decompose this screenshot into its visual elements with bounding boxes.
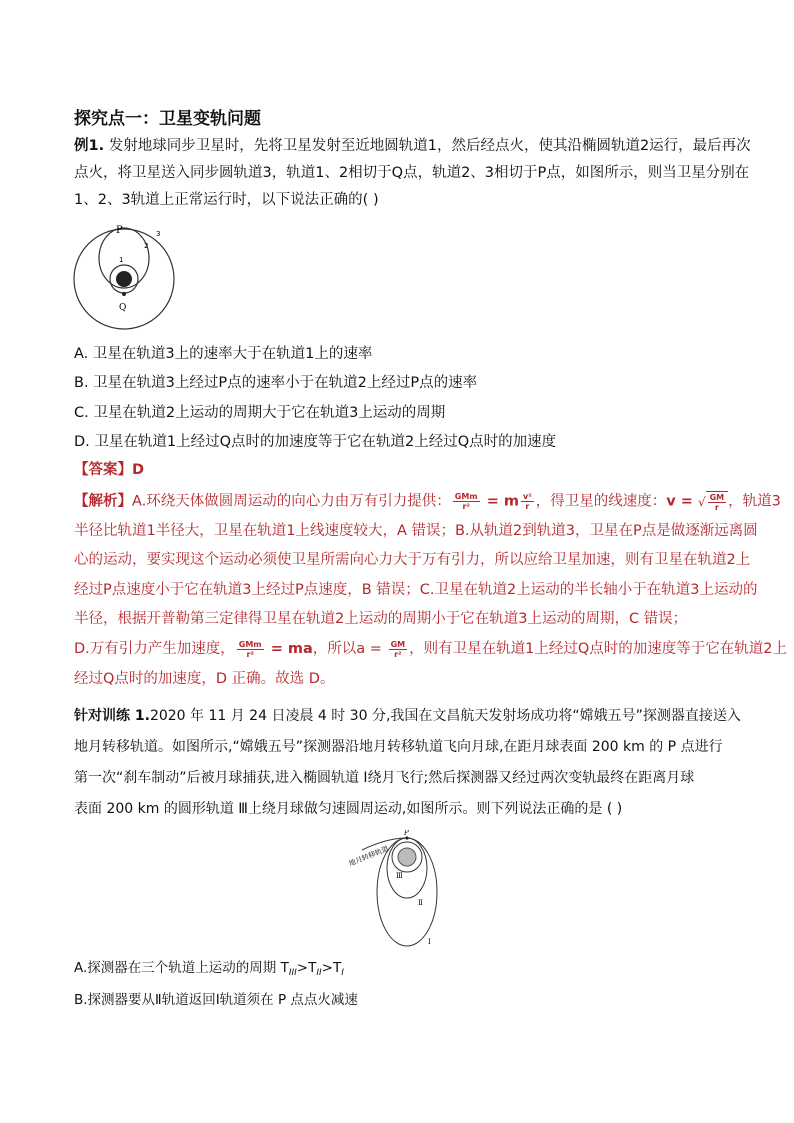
analysis-text: ，轨道3 bbox=[728, 493, 781, 510]
earth bbox=[116, 271, 132, 287]
drill-1-line-1 bbox=[74, 706, 741, 726]
point-q bbox=[122, 292, 126, 296]
label-p: P bbox=[404, 830, 409, 837]
equation: = m bbox=[481, 493, 520, 510]
frac-num: GM bbox=[709, 493, 725, 502]
label-i: Ⅰ bbox=[428, 938, 431, 946]
label-iii: Ⅲ bbox=[396, 872, 403, 880]
answer-value: D bbox=[132, 462, 145, 478]
label-transfer-orbit: 地月转移轨道 bbox=[347, 844, 390, 868]
option-text: A.探测器在三个轨道上运动的周期 T bbox=[74, 960, 289, 976]
subscript: II bbox=[316, 968, 322, 978]
frac-num: GMm bbox=[454, 492, 478, 501]
analysis-line-6 bbox=[74, 639, 787, 659]
label-ii: Ⅱ bbox=[418, 899, 423, 907]
example-1-line-1 bbox=[74, 136, 751, 156]
option-d: D. 卫星在轨道1上经过Q点时的加速度等于它在轨道2上经过Q点时的加速度 bbox=[74, 434, 557, 450]
frac-den: r bbox=[714, 503, 719, 512]
example-label: 例1. bbox=[74, 138, 105, 154]
drill-1-line-4: 表面 200 km 的圆形轨道 Ⅲ上绕月球做匀速圆周运动,如图所示。则下列说法正确的是 ( ) bbox=[74, 801, 623, 817]
analysis-text: ，所以a = bbox=[312, 641, 387, 657]
option-text: >T bbox=[296, 960, 317, 976]
orbit-diagram-1 bbox=[72, 222, 182, 334]
option-c: C. 卫星在轨道2上运动的周期大于它在轨道3上运动的周期 bbox=[74, 405, 446, 421]
fraction-gmm-r2 bbox=[237, 640, 264, 659]
analysis-text: A.环绕天体做圆周运动的向心力由万有引力提供： bbox=[132, 493, 451, 510]
option-text: >T bbox=[321, 960, 342, 976]
analysis-line-7: 经过Q点时的加速度，D 正确。故选 D。 bbox=[74, 671, 335, 687]
frac-num: GM bbox=[390, 639, 406, 649]
analysis-line-3: 心的运动，要实现这个运动必须使卫星所需向心力大于万有引力，所以应给卫星加速，则有卫星在轨道2上 bbox=[74, 552, 751, 568]
frac-num: GMm bbox=[238, 639, 262, 649]
label-orbit-1: 1 bbox=[119, 256, 124, 264]
equation: = ma bbox=[265, 641, 313, 657]
drill-option-a bbox=[74, 958, 344, 983]
frac-den: r² bbox=[394, 649, 402, 659]
moon bbox=[398, 848, 416, 866]
section-title: 探究点一：卫星变轨问题 bbox=[74, 109, 261, 129]
analysis-text: ，则有卫星在轨道1上经过Q点时的加速度等于它在轨道2上 bbox=[409, 641, 787, 657]
example-1-line-2: 点火，将卫星送入同步圆轨道3，轨道1、2相切于Q点，轨道2、3相切于P点，如图所示，则当卫星分别在 bbox=[74, 165, 750, 181]
analysis-line-4: 经过P点速度小于它在轨道3上经过P点速度，B 错误；C.卫星在轨道2上运动的半长轴小于在轨道3上运动的 bbox=[74, 582, 758, 598]
frac-den: r² bbox=[462, 502, 470, 511]
drill-text: 2020 年 11 月 24 日凌晨 4 时 30 分,我国在文昌航天发射场成功将“嫦娥五号”探测器直接送入 bbox=[149, 708, 741, 724]
answer-tag: 【答案】 bbox=[74, 462, 132, 478]
frac-den: r² bbox=[246, 649, 254, 659]
velocity-symbol: v = bbox=[666, 493, 698, 510]
example-1-line-3: 1、2、3轨道上正常运行时，以下说法正确的( ) bbox=[74, 192, 379, 208]
label-orbit-2: 2 bbox=[144, 242, 149, 250]
subscript: III bbox=[288, 968, 297, 978]
sqrt-gm-r: √ $\frac{GM}{r}$ bbox=[698, 491, 728, 512]
analysis-text: D.万有引力产生加速度， bbox=[74, 641, 235, 657]
fraction-gmm-r2 bbox=[453, 492, 480, 511]
subscript: I bbox=[341, 968, 344, 978]
example-1-text: 发射地球同步卫星时，先将卫星发射至近地圆轨道1，然后经点火，使其沿椭圆轨道2运行，最后再次 bbox=[104, 138, 751, 154]
analysis-tag: 【解析】 bbox=[74, 493, 132, 510]
analysis-line-2: 半径比轨道1半径大，卫星在轨道1上线速度较大，A 错误；B.从轨道2到轨道3，卫星在P点是做逐渐远离圆 bbox=[74, 523, 758, 539]
frac-num: v² bbox=[523, 492, 532, 501]
fraction-gm-r2 bbox=[389, 640, 408, 659]
frac-den: r bbox=[525, 502, 530, 511]
drill-label: 针对训练 1. bbox=[74, 708, 150, 724]
drill-option-b: B.探测器要从Ⅱ轨道返回Ⅰ轨道须在 P 点点火减速 bbox=[74, 992, 358, 1008]
analysis-text: ，得卫星的线速度： bbox=[535, 493, 667, 510]
orbit-ii bbox=[387, 838, 427, 898]
answer-line bbox=[74, 460, 144, 480]
analysis-line-5: 半径，根据开普勒第三定律得卫星在轨道2上运动的周期小于它在轨道3上运动的周期，C 错误； bbox=[74, 611, 688, 627]
orbit-diagram-2 bbox=[342, 830, 452, 948]
drill-1-line-3: 第一次“刹车制动”后被月球捕获,进入椭圆轨道 Ⅰ绕月飞行;然后探测器又经过两次变轨最终在距离月球 bbox=[74, 770, 695, 786]
label-orbit-3: 3 bbox=[156, 230, 161, 238]
option-b: B. 卫星在轨道3上经过P点的速率小于在轨道2上经过P点的速率 bbox=[74, 375, 478, 391]
label-q: Q bbox=[119, 303, 127, 313]
analysis-line-1 bbox=[74, 491, 781, 512]
fraction-v2-r bbox=[521, 492, 534, 511]
option-a: A. 卫星在轨道3上的速率大于在轨道1上的速率 bbox=[74, 346, 373, 362]
drill-1-line-2: 地月转移轨道。如图所示,“嫦娥五号”探测器沿地月转移轨道飞向月球,在距月球表面 200 km 的 P 点进行 bbox=[74, 739, 723, 755]
label-p: P bbox=[116, 225, 123, 236]
